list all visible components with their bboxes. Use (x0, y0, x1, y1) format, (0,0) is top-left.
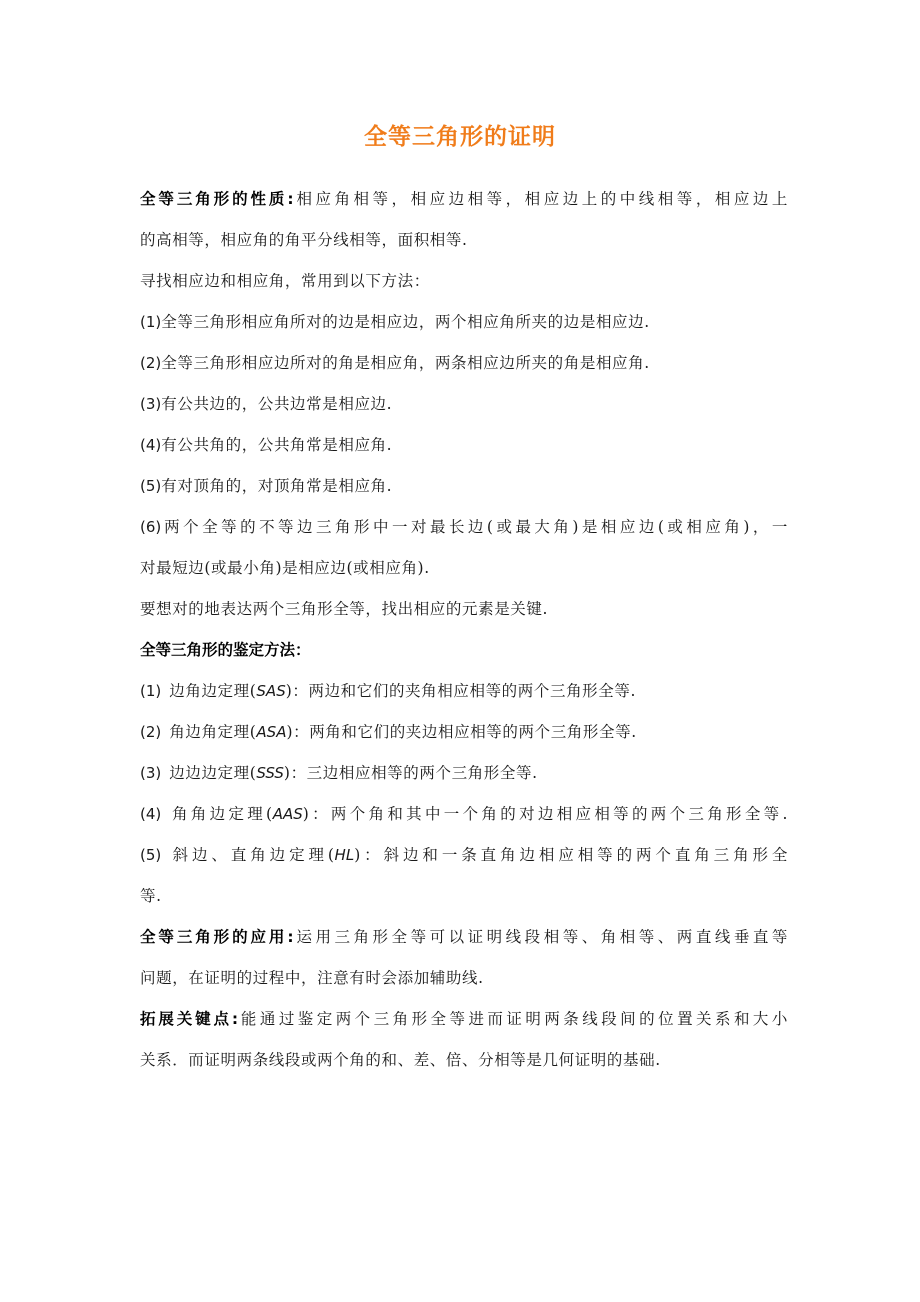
criteria-desc: ：两边和它们的夹角相应相等的两个三角形全等. (292, 682, 637, 700)
method-text: 有对顶角的，对顶角常是相应角. (161, 477, 393, 495)
criteria-name: 角边角定理( (169, 723, 257, 741)
criteria-number: (3) (140, 764, 162, 782)
criteria-item (140, 837, 788, 878)
method-text: 有公共角的，公共角常是相应角. (161, 436, 393, 454)
extension-heading: 拓展关键点: (140, 1010, 239, 1028)
criteria-abbr: AAS (272, 805, 303, 823)
method-item (140, 304, 788, 345)
application-text-1: 运用三角形全等可以证明线段相等、角相等、两直线垂直等 (293, 928, 788, 946)
properties-heading: 全等三角形的性质: (140, 190, 294, 208)
key-sentence: 要想对的地表达两个三角形全等，找出相应的元素是关键. (140, 600, 549, 618)
extension-text-1: 能通过鉴定两个三角形全等进而证明两条线段间的位置关系和大小 (238, 1010, 789, 1028)
method-item (140, 386, 788, 427)
properties-paragraph-line-2: 的高相等，相应角的角平分线相等，面积相等. (140, 231, 468, 249)
criteria-close: ) (285, 682, 293, 700)
method-text: 全等三角形相应角所对的边是相应边，两个相应角所夹的边是相应边. (161, 313, 650, 331)
method-number: (6) (140, 518, 162, 536)
criteria-abbr: SAS (256, 682, 286, 700)
method-text: 两个全等的不等边三角形中一对最长边(或最大角)是相应边(或相应角)，一 (161, 518, 788, 536)
criteria-number: (2) (140, 723, 162, 741)
criteria-abbr: SSS (256, 764, 284, 782)
method-item (140, 427, 788, 468)
extension-paragraph-line-2: 关系．而证明两条线段或两个角的和、差、倍、分相等是几何证明的基础. (140, 1051, 661, 1069)
criteria-close: ) (286, 723, 294, 741)
criteria-item (140, 796, 788, 837)
criteria-close: ) (283, 764, 291, 782)
method-number: (3) (140, 395, 162, 413)
criteria-desc: ：三边相应相等的两个三角形全等. (290, 764, 538, 782)
method-item-6-line-2: 对最短边(或最小角)是相应边(或相应角). (140, 559, 430, 577)
method-text: 全等三角形相应边所对的角是相应角，两条相应边所夹的角是相应角. (161, 354, 650, 372)
criteria-item (140, 673, 788, 714)
criteria-item-continuation: 等. (140, 887, 162, 905)
criteria-close: ) (354, 846, 361, 864)
criteria-heading: 全等三角形的鉴定方法： (140, 641, 311, 659)
criteria-name: 角角边定理( (169, 805, 273, 823)
method-item (140, 345, 788, 386)
criteria-item (140, 714, 788, 755)
criteria-number: (4) (140, 805, 162, 823)
method-item-6-line-1 (140, 509, 788, 550)
criteria-name: 边边边定理( (169, 764, 257, 782)
method-number: (5) (140, 477, 162, 495)
method-number: (2) (140, 354, 162, 372)
method-text: 有公共边的，公共边常是相应边. (161, 395, 393, 413)
application-heading: 全等三角形的应用: (140, 928, 294, 946)
criteria-abbr: HL (334, 846, 355, 864)
extension-paragraph-line-1 (140, 1001, 788, 1042)
method-number: (4) (140, 436, 162, 454)
criteria-desc: ：两个角和其中一个角的对边相应相等的两个三角形全等. (309, 805, 788, 823)
criteria-desc: ：斜边和一条直角边相应相等的两个直角三角形全 (360, 846, 788, 864)
criteria-desc: ：两角和它们的夹边相应相等的两个三角形全等. (293, 723, 637, 741)
page-title: 全等三角形的证明 (364, 124, 556, 150)
method-item (140, 468, 788, 509)
find-intro: 寻找相应边和相应角，常用到以下方法： (140, 272, 430, 290)
method-number: (1) (140, 313, 162, 331)
document-body (140, 181, 788, 1083)
properties-text-1: 相应角相等，相应边相等，相应边上的中线相等，相应边上 (293, 190, 788, 208)
application-paragraph-line-2: 问题，在证明的过程中，注意有时会添加辅助线. (140, 969, 484, 987)
criteria-name: 斜边、直角边定理( (169, 846, 335, 864)
criteria-number: (5) (140, 846, 162, 864)
criteria-number: (1) (140, 682, 162, 700)
criteria-abbr: ASA (256, 723, 287, 741)
criteria-name: 边角边定理( (169, 682, 257, 700)
application-paragraph-line-1 (140, 919, 788, 960)
criteria-close: ) (302, 805, 310, 823)
criteria-item (140, 755, 788, 796)
properties-paragraph-line-1 (140, 181, 788, 222)
